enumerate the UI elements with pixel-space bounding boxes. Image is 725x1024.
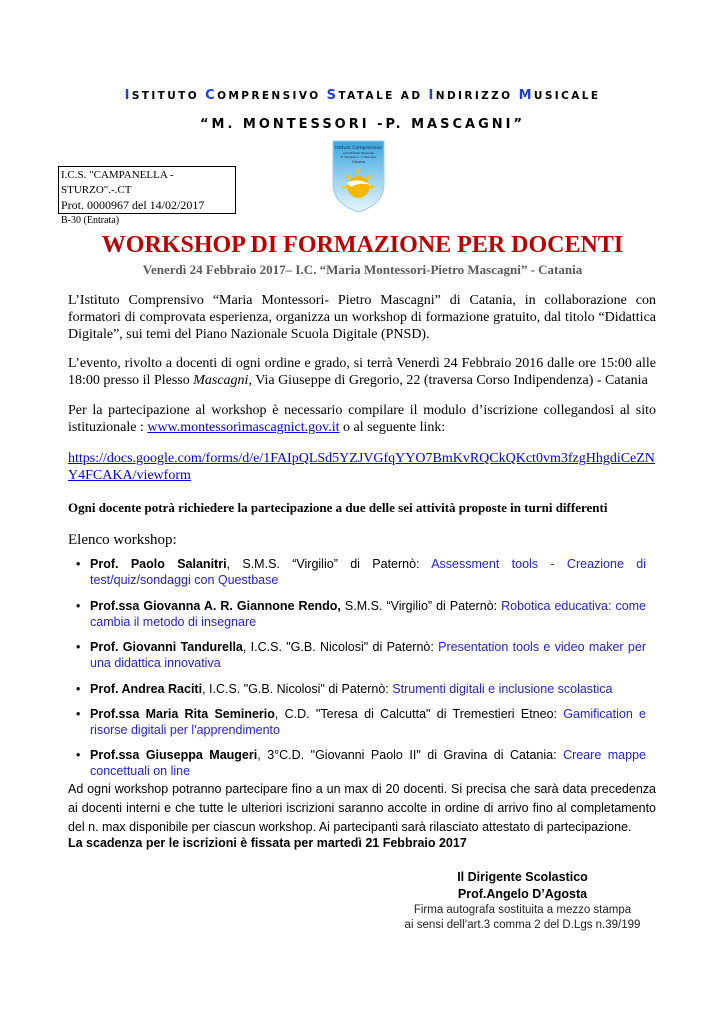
word: STITUTO	[131, 90, 200, 102]
registration-paragraph	[68, 402, 656, 436]
initial: C	[205, 88, 218, 103]
presenter: Prof.ssa Maria Rita Seminerio	[90, 707, 275, 721]
text: Mascagni	[193, 373, 249, 388]
heading-word	[429, 90, 513, 102]
logo-text: Catania	[351, 160, 366, 164]
workshop-item	[90, 598, 646, 630]
list-title: Elenco workshop:	[68, 532, 177, 548]
event-paragraph	[68, 355, 656, 389]
school: , I.C.S. "G.B. Nicolosi" di Paternò:	[202, 682, 393, 696]
word: OMPRENSIVO	[217, 90, 321, 102]
topic: Creare mappe concettuali on line	[90, 748, 646, 778]
workshop-item	[90, 747, 646, 779]
deadline: La scadenza per le iscrizioni è fissata per martedì 21 Febbraio 2017	[68, 836, 467, 850]
initial: I	[124, 88, 132, 103]
school: , 3°C.D. "Giovanni Paolo II" di Gravina di Catania:	[257, 748, 564, 762]
signature-note: ai sensi dell’art.3 comma 2 del D.Lgs n.39/199	[404, 919, 641, 931]
closing-paragraph: Ad ogni workshop potranno partecipare fino a un max di 20 docenti. Si precisa che sarà data precedenza ai docenti interni e che tutte le ulteriori iscrizioni saranno accolte in ordine di arrivo fino al completamento del n. max disponibile per ciascun workshop. Ai partecipanti sarà rilasciato attestato di partecipazione.	[68, 782, 656, 834]
form-link-block	[68, 450, 656, 484]
school: , I.C.S. "G.B. Nicolosi" di Paternò:	[242, 640, 439, 654]
stamp-line: B-30 (Entrata)	[61, 215, 120, 226]
topic: Gamification e risorse digitali per l'apprendimento	[90, 707, 647, 737]
presenter: Prof.ssa Giovanna A. R. Giannone Rendo,	[90, 599, 341, 613]
website-link[interactable]: www.montessorimascagnict.gov.it	[147, 420, 340, 435]
logo-text: Istituto Comprensivo	[335, 146, 382, 151]
initial: S	[326, 88, 339, 103]
form-link[interactable]: https://docs.google.com/forms/d/e/1FAIpQLSd5YZJVGfqYYO7BmKvRQCkQKct0vm3fzgHhgdiCeZNY4FCAKA/viewform	[68, 451, 655, 483]
sun-icon	[348, 176, 370, 198]
stamp-line: Prot. 0000967 del 14/02/2017	[61, 198, 205, 212]
text: , Via Giuseppe di Gregorio, 22 (traversa Corso Indipendenza) - Catania	[248, 373, 648, 388]
signature-note: Firma autografa sostituita a mezzo stampa	[413, 904, 632, 916]
page-title: WORKSHOP DI FORMAZIONE PER DOCENTI	[101, 232, 624, 258]
text: o al seguente link:	[339, 420, 446, 435]
protocol-stamp	[58, 166, 236, 226]
subtitle: Venerdì 24 Febbraio 2017– I.C. “Maria Montessori-Pietro Mascagni” - Catania	[142, 262, 583, 277]
initial: M	[518, 88, 534, 103]
logo-text: ad Indirizzo Musicale	[342, 151, 375, 155]
topic: Assessment tools - Creazione di test/quiz/sondaggi con Questbase	[90, 557, 646, 587]
topic: Robotica educativa: come cambia il metodo di insegnare	[90, 599, 647, 629]
notice: Ogni docente potrà richiedere la partecipazione a due delle sei attività proposte in turni differenti	[68, 500, 608, 515]
workshop-item	[90, 706, 646, 738]
text: Per la partecipazione al workshop è necessario compilare il modulo d’iscrizione collegandosi al sito istituzionale :	[68, 403, 656, 435]
signature-name: Prof.Angelo D’Agosta	[457, 887, 588, 901]
heading-word	[125, 90, 199, 102]
presenter: Prof. Paolo Salanitri	[90, 557, 227, 571]
school: S.M.S. “Virgilio” di Paternò:	[340, 599, 502, 613]
presenter: Prof. Andrea Raciti	[90, 682, 203, 696]
heading-word	[205, 90, 320, 102]
workshop-item	[90, 639, 646, 671]
topic: Presentation tools e video maker per una didattica innovativa	[90, 640, 646, 670]
word: USICALE	[533, 90, 601, 102]
school-name: “M. MONTESSORI -P. MASCAGNI”	[199, 117, 526, 132]
signature-role: Il Dirigente Scolastico	[457, 870, 588, 884]
school: , S.M.S. “Virgilio” di Paternò:	[226, 557, 432, 571]
topic: Strumenti digitali e inclusione scolastica	[392, 682, 613, 696]
school-logo	[331, 139, 386, 214]
heading-word	[327, 90, 423, 102]
school: , C.D. "Teresa di Calcutta" di Tremestieri Etneo:	[274, 707, 564, 721]
workshop-item	[90, 556, 646, 588]
text: L’evento, rivolto a docenti di ogni ordine e grado, si terrà Venerdì 24 Febbraio 2016 dalle ore 15:00 alle 18:00 presso il Plesso	[68, 356, 656, 388]
presenter: Prof.ssa Giuseppa Maugeri	[90, 748, 258, 762]
workshop-item	[90, 681, 646, 697]
word: NDIRIZZO	[435, 90, 513, 102]
intro-paragraph: L’Istituto Comprensivo “Maria Montessori- Pietro Mascagni” di Catania, in collaborazione con formatori di comprovata esperienza, organizza un workshop di formazione gratuito, dal titolo “Didattica Digitale”, sui temi del Piano Nazionale Scuola Digitale (PNSD).	[68, 293, 656, 342]
stamp-line: I.C.S. "CAMPANELLA - STURZO".-.CT	[61, 169, 174, 196]
logo-text: M. Montessori - P. Mascagni	[340, 156, 377, 159]
heading-word	[519, 90, 601, 102]
institute-heading	[0, 88, 725, 103]
word: TATALE AD	[338, 90, 423, 102]
presenter: Prof. Giovanni Tandurella	[90, 640, 243, 654]
initial: I	[428, 88, 436, 103]
